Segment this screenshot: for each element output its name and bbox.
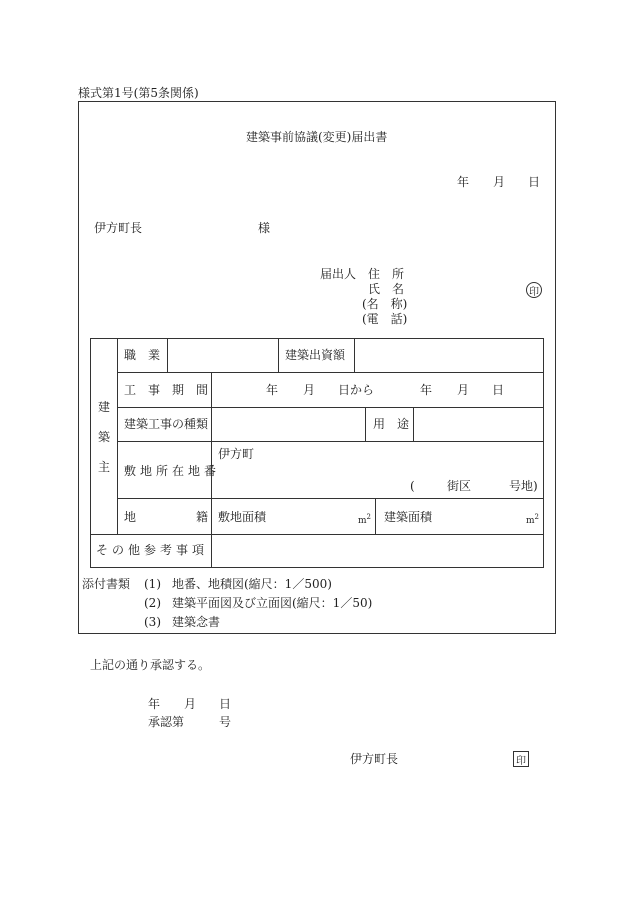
unit-text: m (526, 516, 535, 526)
applicant-label: 届出人 (320, 267, 357, 281)
table-divider (117, 407, 544, 408)
approval-year: 年 (148, 697, 161, 711)
period-end-year: 年 (420, 383, 433, 397)
side-label-2: 築 (98, 430, 111, 444)
investment-label: 建築出資額 (285, 348, 346, 362)
date-year: 年 (457, 175, 470, 189)
approval-day: 日 (219, 697, 232, 711)
table-divider (167, 338, 168, 372)
occupation-label: 職 業 (124, 348, 161, 362)
form-number: 様式第1号(第5条関係) (78, 86, 199, 100)
table-divider (117, 498, 544, 499)
land-category-label-2: 籍 (196, 510, 209, 524)
town-name: 伊方町 (218, 447, 255, 461)
site-area-unit (358, 510, 371, 528)
table-divider (365, 407, 366, 441)
side-label-3: 主 (98, 460, 111, 474)
district-label: 街区 (447, 479, 472, 493)
other-remarks-label: その他参考事項 (96, 543, 209, 557)
table-divider (211, 534, 212, 568)
attachment-number: (3) (144, 615, 161, 629)
land-category-label-1: 地 (124, 510, 137, 524)
building-area-unit (526, 510, 539, 528)
unit-text: m (358, 516, 367, 526)
table-divider (375, 498, 376, 534)
table-divider (413, 407, 414, 441)
attachment-number: (1) (144, 577, 161, 591)
period-label: 工事期間 (124, 383, 221, 397)
date-day: 日 (528, 175, 541, 189)
addressee-honorific: 様 (258, 221, 271, 235)
district-open: ( (410, 479, 415, 493)
addressee-name: 伊方町長 (94, 221, 143, 235)
approval-authority: 伊方町長 (350, 752, 399, 766)
side-label-1: 建 (98, 400, 111, 414)
table-divider (90, 534, 544, 535)
applicant-name: 氏 名 (368, 282, 405, 296)
approval-seal: 印 (513, 751, 529, 767)
building-area-label: 建築面積 (384, 510, 433, 524)
approval-month: 月 (184, 697, 197, 711)
applicant-seal: 印 (526, 282, 542, 298)
application-table (90, 338, 544, 568)
period-end-day: 日 (492, 383, 505, 397)
site-location-label: 敷地所在地番 (124, 464, 221, 478)
period-end-month: 月 (457, 383, 470, 397)
period-start-month: 月 (303, 383, 316, 397)
unit-superscript: 2 (366, 513, 372, 521)
unit-superscript: 2 (534, 513, 540, 521)
table-divider (354, 338, 355, 372)
lot-label: 号地) (509, 479, 538, 493)
approval-statement: 上記の通り承認する。 (90, 658, 211, 672)
applicant-address: 住 所 (368, 267, 405, 281)
page-title: 建築事前協議(変更)届出書 (246, 130, 388, 144)
work-type-label: 建築工事の種類 (124, 417, 209, 431)
table-divider (278, 338, 279, 372)
approval-number-prefix: 承認第 (148, 715, 185, 729)
attachment-number: (2) (144, 596, 161, 610)
attachment-text: 建築平面図及び立面図(縮尺：1／50) (172, 596, 373, 610)
period-start-year: 年 (266, 383, 279, 397)
table-divider (117, 372, 544, 373)
applicant-phone: (電 話) (362, 312, 408, 326)
table-divider (117, 441, 544, 442)
date-month: 月 (493, 175, 506, 189)
site-area-label: 敷地面積 (218, 510, 267, 524)
table-divider (117, 338, 118, 534)
attachment-text: 建築念書 (172, 615, 221, 629)
applicant-org-name: (名 称) (362, 297, 408, 311)
usage-label: 用 途 (373, 417, 410, 431)
period-start-day: 日から (338, 383, 375, 397)
approval-number-suffix: 号 (219, 715, 232, 729)
attachments-label: 添付書類 (82, 577, 131, 591)
attachment-text: 地番、地積図(縮尺：1／500) (172, 577, 332, 591)
